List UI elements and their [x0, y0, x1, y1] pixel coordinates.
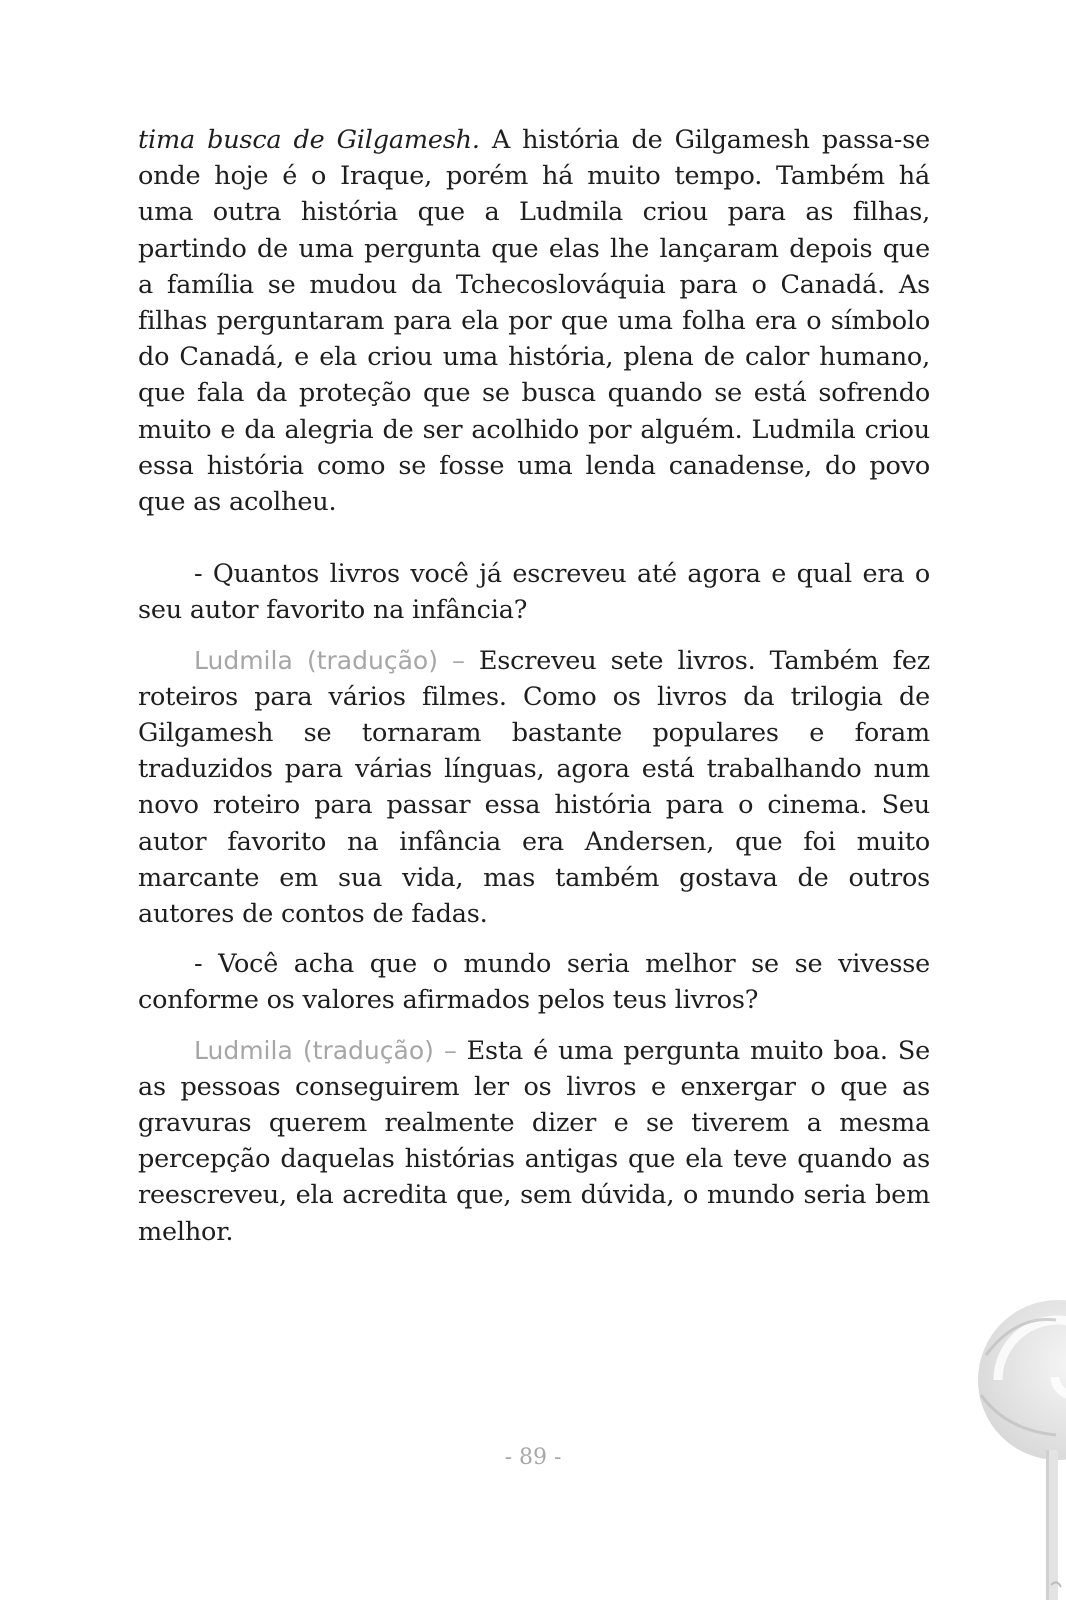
speaker-dash: –	[433, 1035, 467, 1066]
italic-title-fragment: tima busca de Gilgamesh.	[138, 125, 480, 155]
body-text	[138, 122, 930, 1264]
page-number: - 89 -	[504, 1445, 562, 1470]
speaker-label: Ludmila (tradução)	[194, 1035, 434, 1065]
lollipop-icon	[946, 1300, 1066, 1600]
paragraph-intro	[138, 122, 930, 520]
question-1: - Quantos livros você já escreveu até agora e qual era o seu autor favorito na infância?	[138, 559, 930, 626]
speaker-label: Ludmila (tradução)	[194, 645, 438, 675]
question-2: - Você acha que o mundo seria melhor se se vivesse conforme os valores afirmados pelos teus livros?	[138, 949, 930, 1016]
speaker-dash: –	[437, 645, 479, 676]
answer-2	[138, 1033, 930, 1250]
answer-1	[138, 643, 930, 933]
answer-1-text: Escreveu sete livros. Também fez roteiros para vários filmes. Como os livros da trilogia de Gilgamesh se tornaram bastante populares e foram traduzidos para várias línguas, agora está trabalhando num novo roteiro para passar essa história para o cinema. Seu autor favorito na infância era Andersen, que foi muito marcante em sua vida, mas também gostava de outros autores de contos de fadas.	[138, 645, 930, 930]
answer-2-text: Esta é uma pergunta muito boa. Se as pessoas conseguirem ler os livros e enxergar o que as gravuras querem realmente dizer e se tiverem a mesma percepção daquelas histórias antigas que ela teve quando as reescreveu, ela acredita que, sem dúvida, o mundo seria bem melhor.	[138, 1035, 930, 1247]
paragraph-intro-text: A história de Gilgamesh passa-se onde hoje é o Iraque, porém há muito tempo. Também há uma outra história que a Ludmila criou para as filhas, partindo de uma pergunta que elas lhe lançaram depois que a família se mudou da Tchecoslováquia para o Canadá. As filhas perguntaram para ela por que uma folha era o símbolo do Canadá, e ela criou uma história, plena de calor humano, que fala da proteção que se busca quando se está sofrendo muito e da alegria de ser acolhido por alguém. Ludmila criou essa história como se fosse uma lenda canadense, do povo que as acolheu.	[138, 125, 930, 518]
